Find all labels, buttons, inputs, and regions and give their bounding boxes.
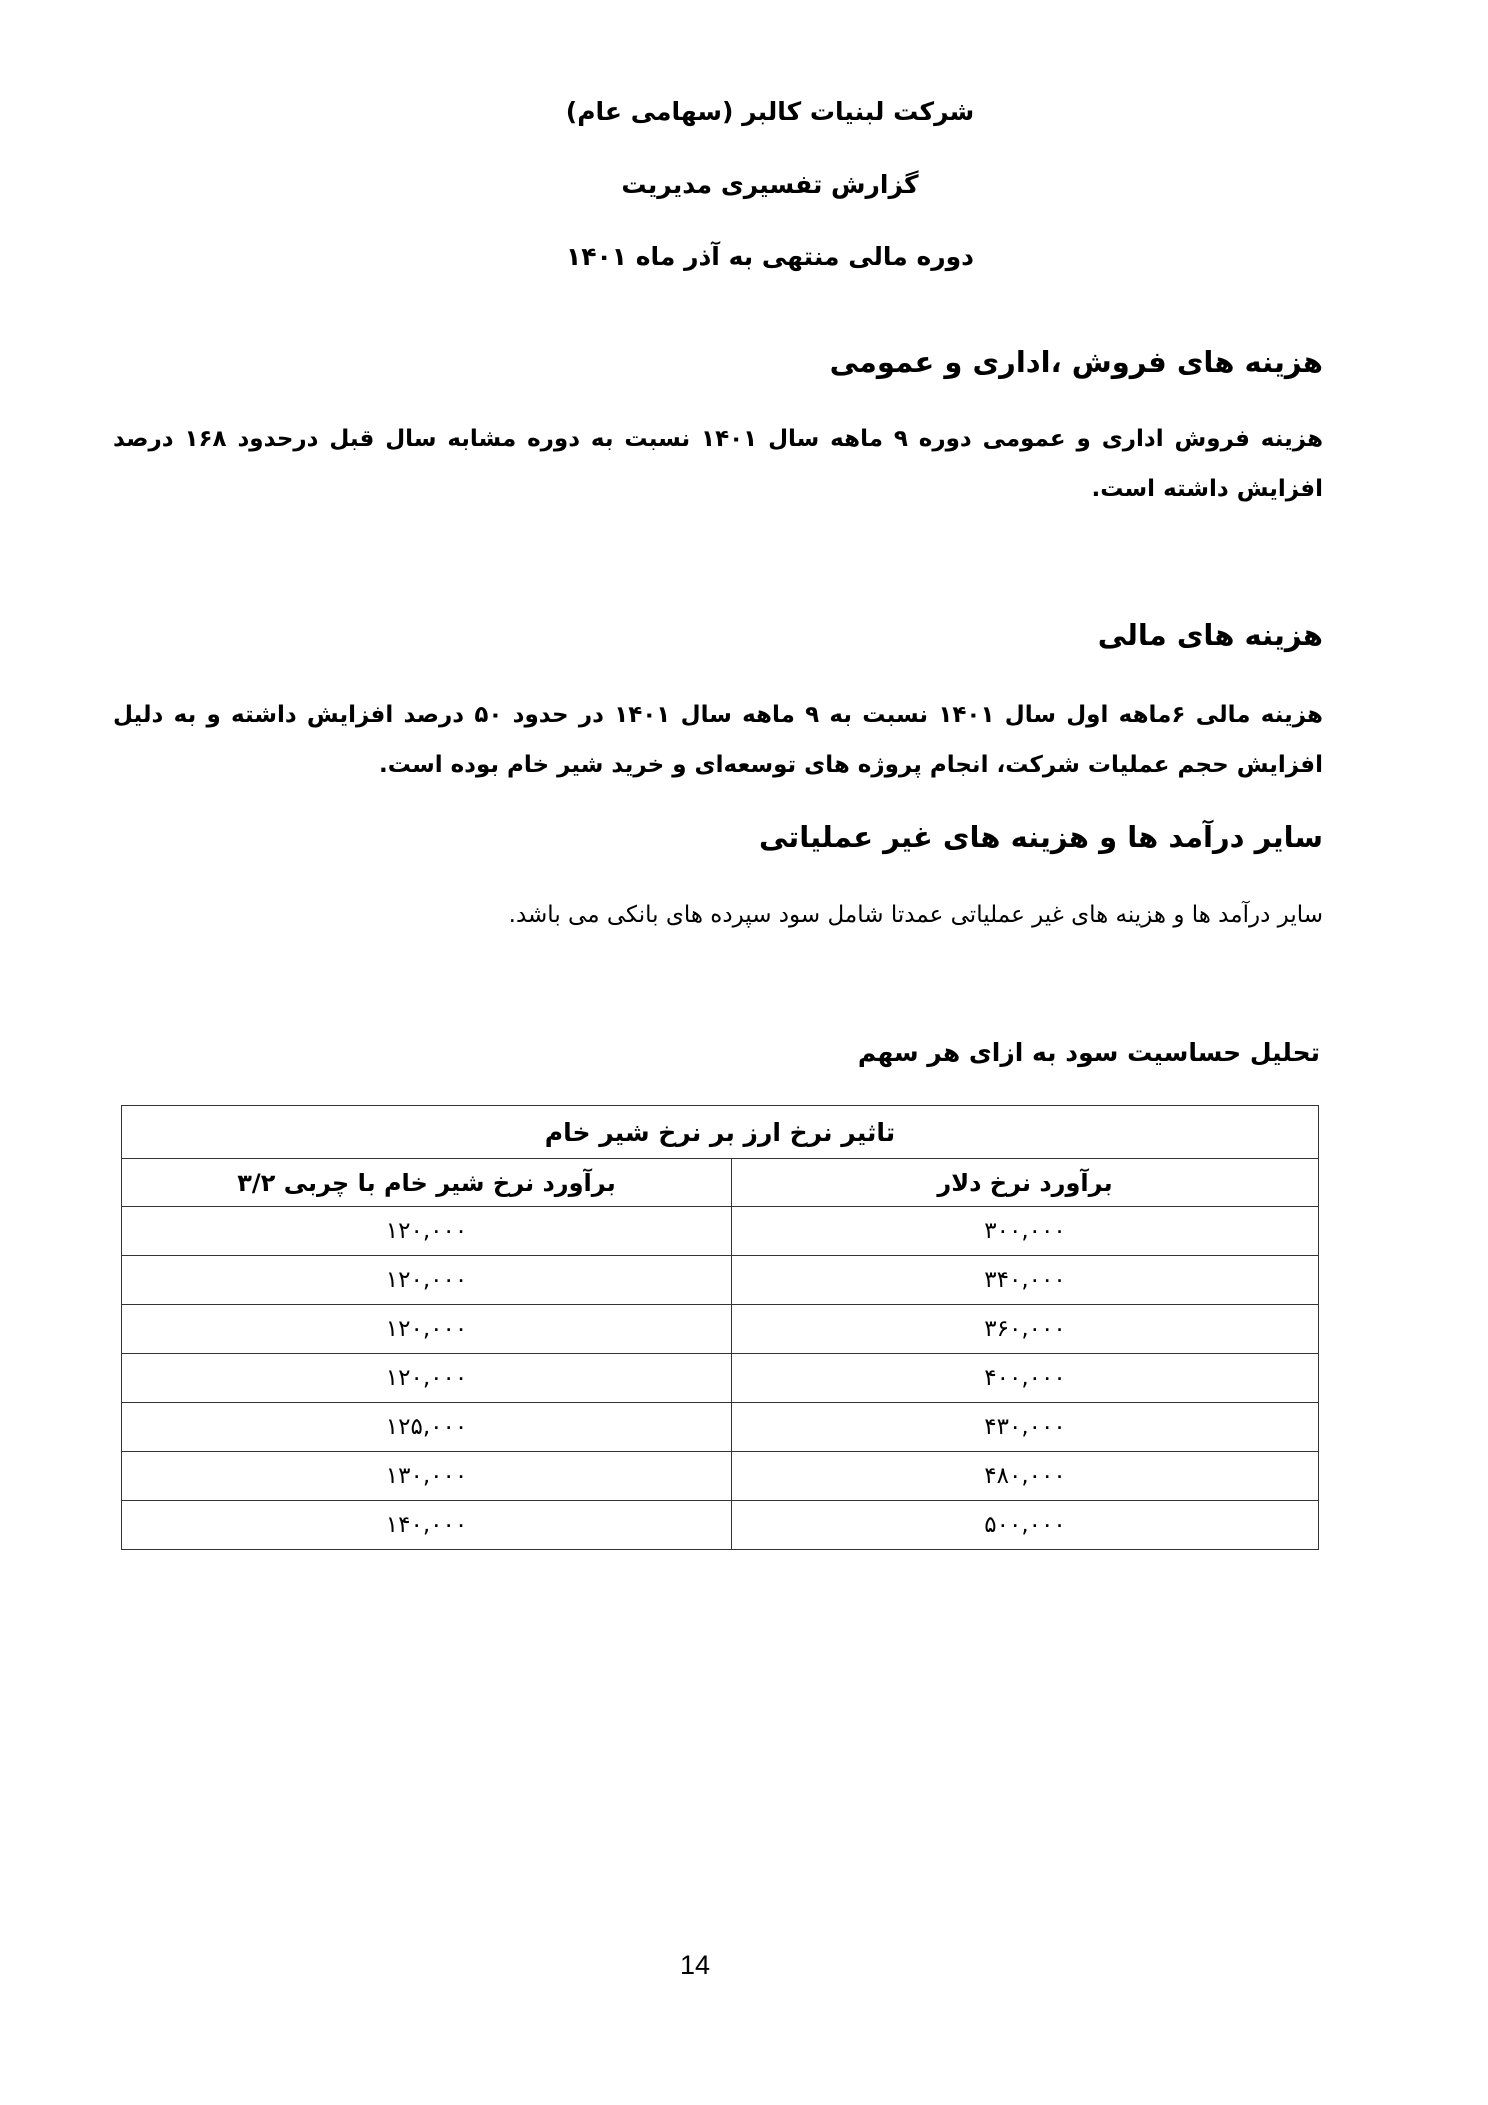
table-caption-row	[122, 1106, 1319, 1159]
dollar-rate-cell: ۳۴۰,۰۰۰	[732, 1256, 1319, 1305]
table-caption: تاثیر نرخ ارز بر نرخ شیر خام	[122, 1106, 1319, 1159]
finance-costs-paragraph: هزینه مالی ۶ماهه اول سال ۱۴۰۱ نسبت به ۹ ماهه سال ۱۴۰۱ در حدود ۵۰ درصد افزایش داشته و به دلیل افزایش حجم عملیات شرکت، انجام پروژه های توسعه‌ای و خرید شیر خام بوده است.	[113, 702, 1323, 778]
dollar-rate-cell: ۳۰۰,۰۰۰	[732, 1207, 1319, 1256]
table-row	[122, 1501, 1319, 1550]
milk-price-cell: ۱۲۰,۰۰۰	[122, 1354, 732, 1403]
milk-price-cell: ۱۳۰,۰۰۰	[122, 1452, 732, 1501]
table-row	[122, 1452, 1319, 1501]
other-income-paragraph: سایر درآمد ها و هزینه های غیر عملیاتی عمدتا شامل سود سپرده های بانکی می باشد.	[508, 902, 1323, 928]
table-header-row	[122, 1159, 1319, 1207]
sensitivity-title: تحلیل حساسیت سود به ازای هر سهم	[857, 1038, 1320, 1067]
milk-price-cell: ۱۲۰,۰۰۰	[122, 1305, 732, 1354]
selling-expenses-heading: هزینه های فروش ،اداری و عمومی	[829, 345, 1323, 379]
milk-price-cell: ۱۲۰,۰۰۰	[122, 1256, 732, 1305]
column-header-dollar: برآورد نرخ دلار	[732, 1159, 1319, 1207]
milk-price-cell: ۱۲۵,۰۰۰	[122, 1403, 732, 1452]
dollar-rate-cell: ۴۳۰,۰۰۰	[732, 1403, 1319, 1452]
table-row	[122, 1354, 1319, 1403]
milk-price-cell: ۱۴۰,۰۰۰	[122, 1501, 732, 1550]
table-row	[122, 1403, 1319, 1452]
dollar-rate-cell: ۵۰۰,۰۰۰	[732, 1501, 1319, 1550]
table-row	[122, 1256, 1319, 1305]
dollar-rate-cell: ۴۸۰,۰۰۰	[732, 1452, 1319, 1501]
column-header-milk: برآورد نرخ شیر خام با چربی ۳/۲	[122, 1159, 732, 1207]
dollar-rate-cell: ۴۰۰,۰۰۰	[732, 1354, 1319, 1403]
finance-costs-heading: هزینه های مالی	[1097, 618, 1323, 652]
page-number: 14	[679, 1950, 711, 1980]
report-title: گزارش تفسیری مدیریت	[621, 170, 919, 199]
milk-price-cell: ۱۲۰,۰۰۰	[122, 1207, 732, 1256]
company-name: شرکت لبنیات کالبر (سهامی عام)	[565, 97, 975, 126]
report-period: دوره مالی منتهی به آذر ماه ۱۴۰۱	[566, 242, 974, 271]
table-row	[122, 1305, 1319, 1354]
table-row	[122, 1207, 1319, 1256]
selling-expenses-paragraph: هزینه فروش اداری و عمومی دوره ۹ ماهه سال ۱۴۰۱ نسبت به دوره مشابه سال قبل درحدود ۱۶۸ درصد افزایش داشته است.	[113, 426, 1324, 502]
other-income-heading: سایر درآمد ها و هزینه های غیر عملیاتی	[758, 820, 1323, 854]
dollar-rate-cell: ۳۶۰,۰۰۰	[732, 1305, 1319, 1354]
sensitivity-table	[121, 1105, 1319, 1550]
